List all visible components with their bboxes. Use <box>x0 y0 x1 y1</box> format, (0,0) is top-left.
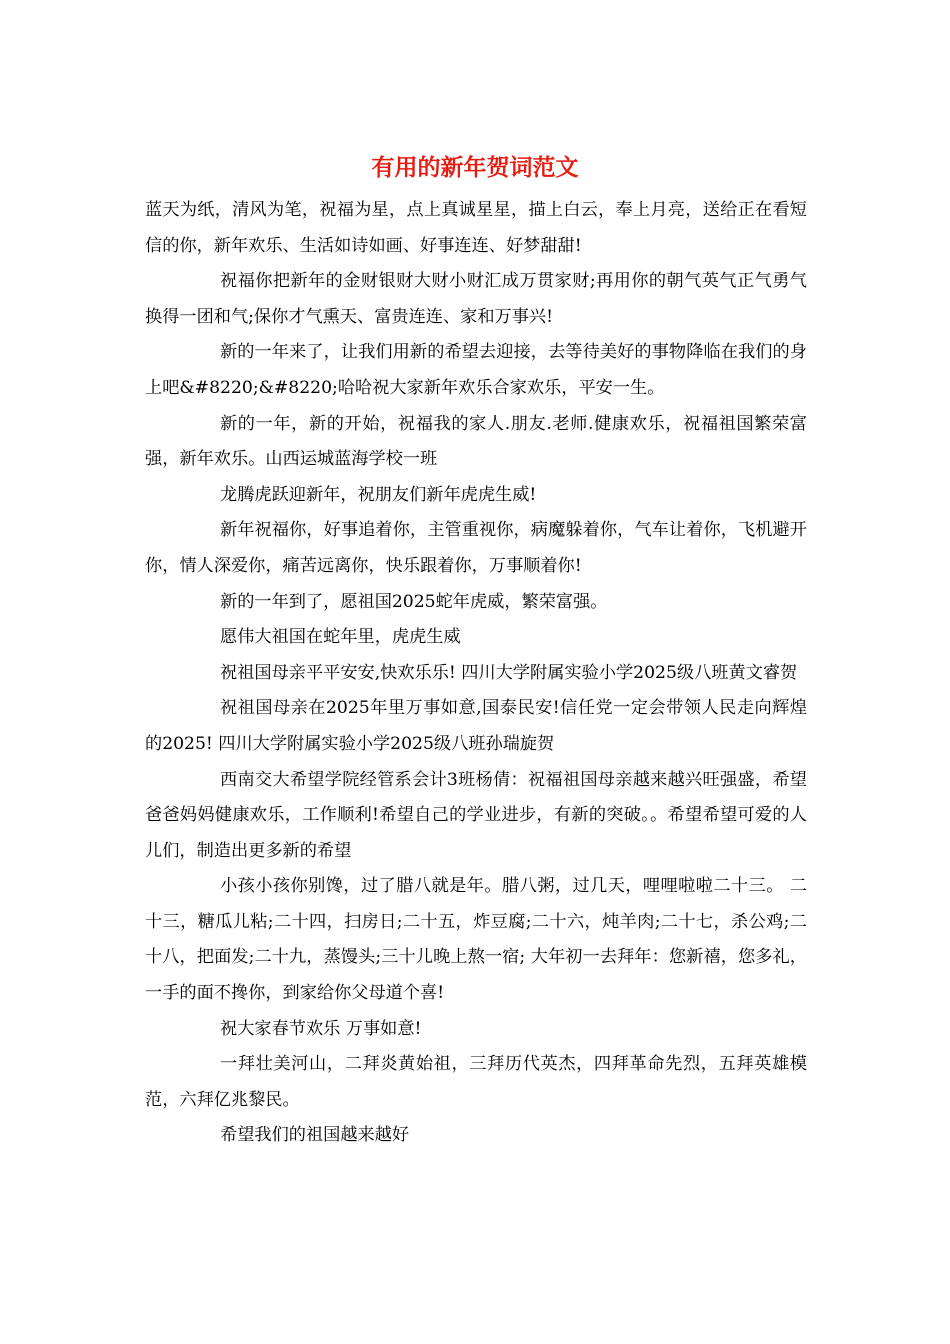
document-body <box>145 193 807 1154</box>
paragraph: 新年祝福你，好事追着你，主管重视你，病魔躲着你，气车让着你，飞机避开你，情人深爱你，痛苦远离你，快乐跟着你，万事顺着你! <box>145 520 807 576</box>
paragraph: 新的一年来了，让我们用新的希望去迎接，去等待美好的事物降临在我们的身上吧&#8220;&#8220;哈哈祝大家新年欢乐合家欢乐，平安一生。 <box>145 342 807 398</box>
paragraph: 龙腾虎跃迎新年，祝朋友们新年虎虎生威! <box>220 484 537 505</box>
paragraph: 愿伟大祖国在蛇年里，虎虎生威 <box>220 627 461 648</box>
paragraph: 祝福你把新年的金财银财大财小财汇成万贯家财;再用你的朝气英气正气勇气换得一团和气;保你才气熏天、富贵连连、家和万事兴! <box>145 271 807 327</box>
paragraph: 祝大家春节欢乐 万事如意! <box>220 1018 422 1039</box>
paragraph: 一拜壮美河山，二拜炎黄始祖，三拜历代英杰，四拜革命先烈，五拜英雄模范，六拜亿兆黎民。 <box>145 1054 807 1110</box>
paragraph: 新的一年到了，愿祖国2025蛇年虎威，繁荣富强。 <box>220 591 608 612</box>
paragraph: 新的一年，新的开始，祝福我的家人.朋友.老师.健康欢乐，祝福祖国繁荣富强，新年欢乐。山西运城蓝海学校一班 <box>145 413 807 470</box>
paragraph: 希望我们的祖国越来越好 <box>220 1125 410 1146</box>
paragraph: 蓝天为纸，清风为笔，祝福为星，点上真诚星星，描上白云，奉上月亮，送给正在看短信的你，新年欢乐、生活如诗如画、好事连连、好梦甜甜! <box>145 200 807 256</box>
document-title: 有用的新年贺词范文 <box>371 154 579 181</box>
paragraph: 西南交大希望学院经管系会计3班杨倩：祝福祖国母亲越来越兴旺强盛，希望爸爸妈妈健康欢乐，工作顺利!希望自己的学业进步，有新的突破。。希望希望可爱的人儿们，制造出更多新的希望 <box>145 769 807 861</box>
paragraph: 祝祖国母亲平平安安,快欢乐乐! 四川大学附属实验小学2025级八班黄文睿贺 <box>220 662 798 683</box>
paragraph: 小孩小孩你别馋，过了腊八就是年。腊八粥，过几天，哩哩啦啦二十三。 二十三，糖瓜儿粘;二十四，扫房日;二十五，炸豆腐;二十六，炖羊肉;二十七，杀公鸡;二十八，把面发;二十九，蒸馒头;三十儿晚上熬一宿; 大年初一去拜年：您新禧，您多礼， 一手的面不搀你，到家给你父母道个喜! <box>145 876 807 1004</box>
paragraph: 祝祖国母亲在2025年里万事如意,国泰民安!信任党一定会带领人民走向辉煌的2025! 四川大学附属实验小学2025级八班孙瑞旋贺 <box>145 698 807 754</box>
